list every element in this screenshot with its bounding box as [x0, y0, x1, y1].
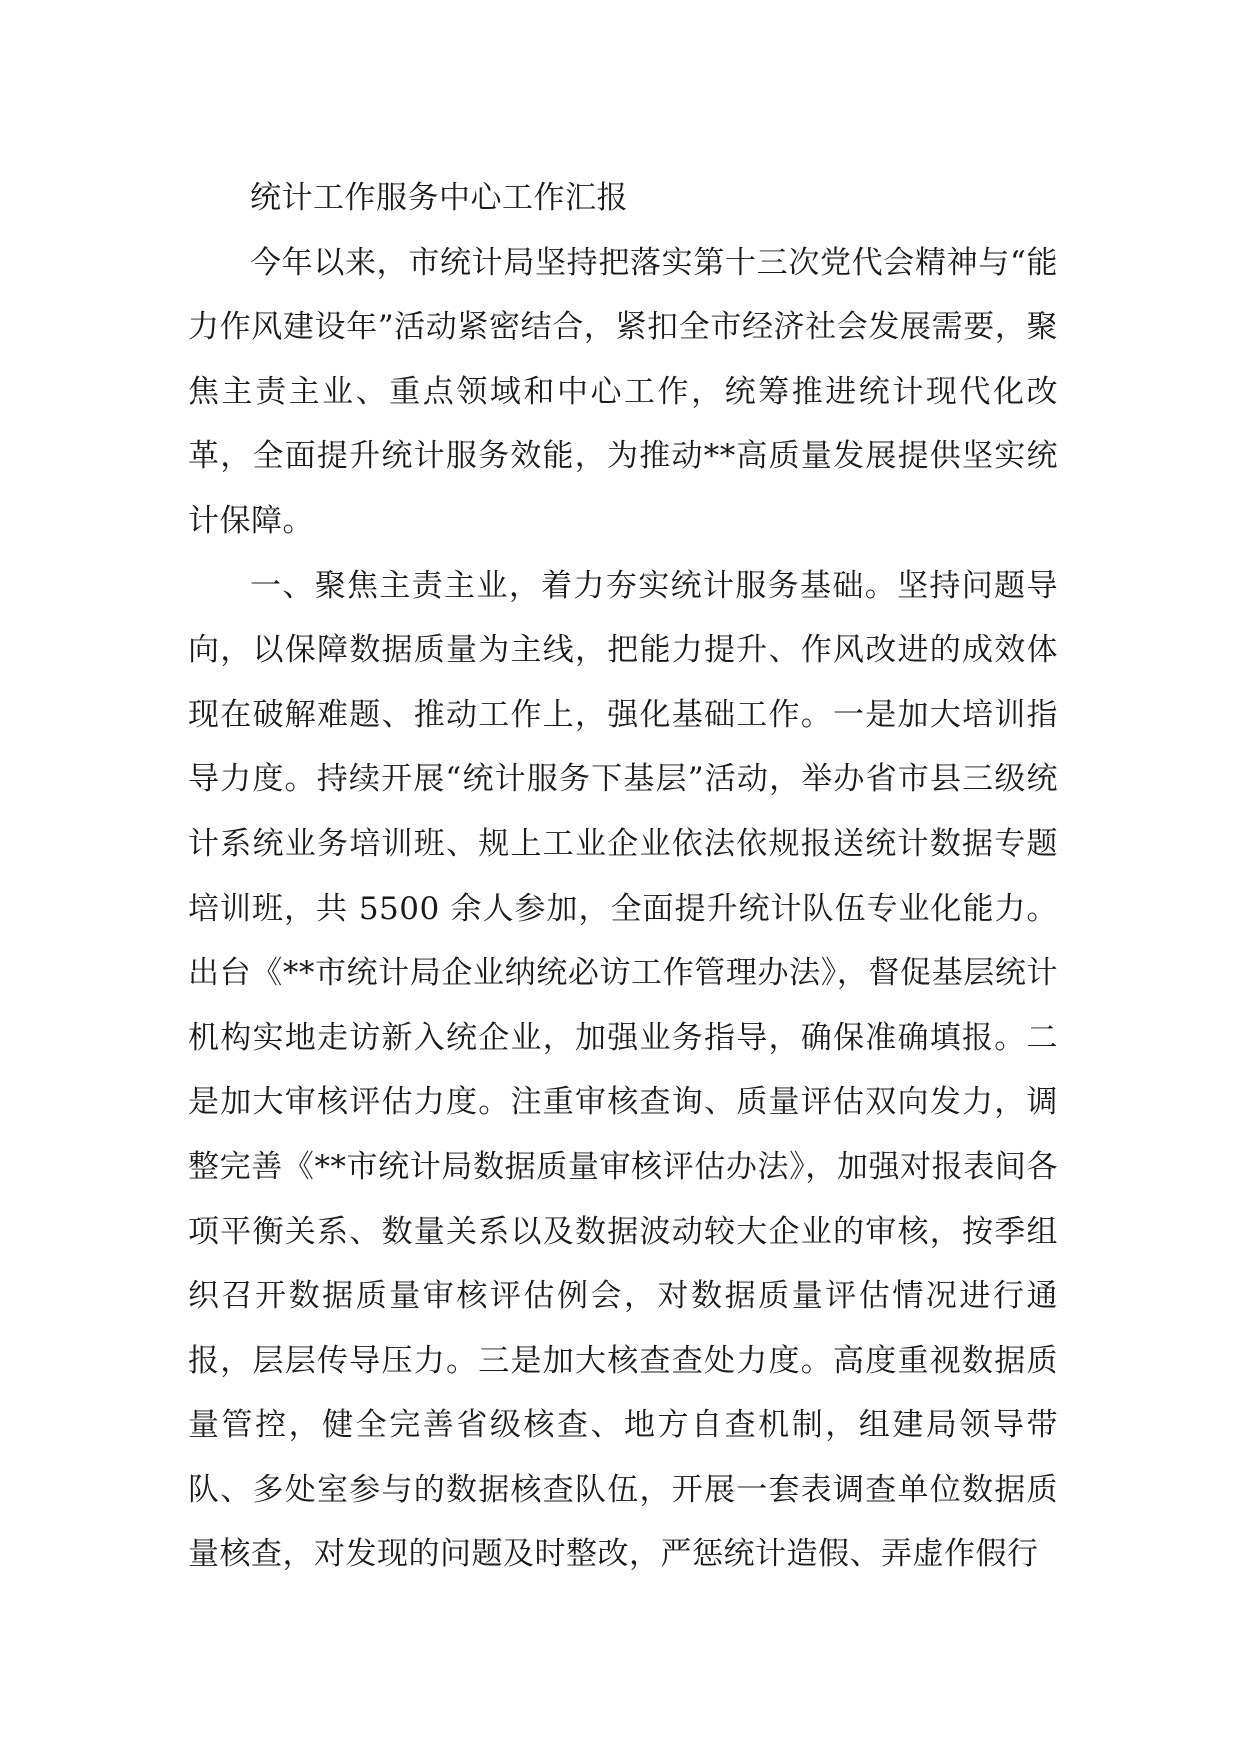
intro-paragraph: 今年以来，市统计局坚持把落实第十三次党代会精神与“能力作风建设年”活动紧密结合，紧扣全市经济社会发展需要，聚焦主责主业、重点领域和中心工作，统筹推进统计现代化改革，全面提升统计服务效能，为推动**高质量发展提供坚实统计保障。 — [188, 244, 1058, 539]
document-title: 统计工作服务中心工作汇报 — [250, 180, 628, 216]
section-one-paragraph: 一、聚焦主责主业，着力夯实统计服务基础。坚持问题导向，以保障数据质量为主线，把能力提升、作风改进的成效体现在破解难题、推动工作上，强化基础工作。一是加大培训指导力度。持续开展“统计服务下基层”活动，举办省市县三级统计系统业务培训班、规上工业企业依法依规报送统计数据专题培训班，共 5500 余人参加，全面提升统计队伍专业化能力。出台《**市统计局企业纳统必访工作管理办法》，督促基层统计机构实地走访新入统企业，加强业务指导，确保准确填报。二是加大审核评估力度。注重审核查询、质量评估双向发力，调整完善《**市统计局数据质量审核评估办法》，加强对报表间各项平衡关系、数量关系以及数据波动较大企业的审核，按季组织召开数据质量审核评估例会，对数据质量评估情况进行通报，层层传导压力。三是加大核查查处力度。高度重视数据质量管控，健全完善省级核查、地方自查机制，组建局领导带队、多处室参与的数据核查队伍，开展一套表调查单位数据质量核查，对发现的问题及时整改，严惩统计造假、弄虚作假行 — [188, 567, 1058, 1573]
document-body — [188, 166, 1058, 1587]
